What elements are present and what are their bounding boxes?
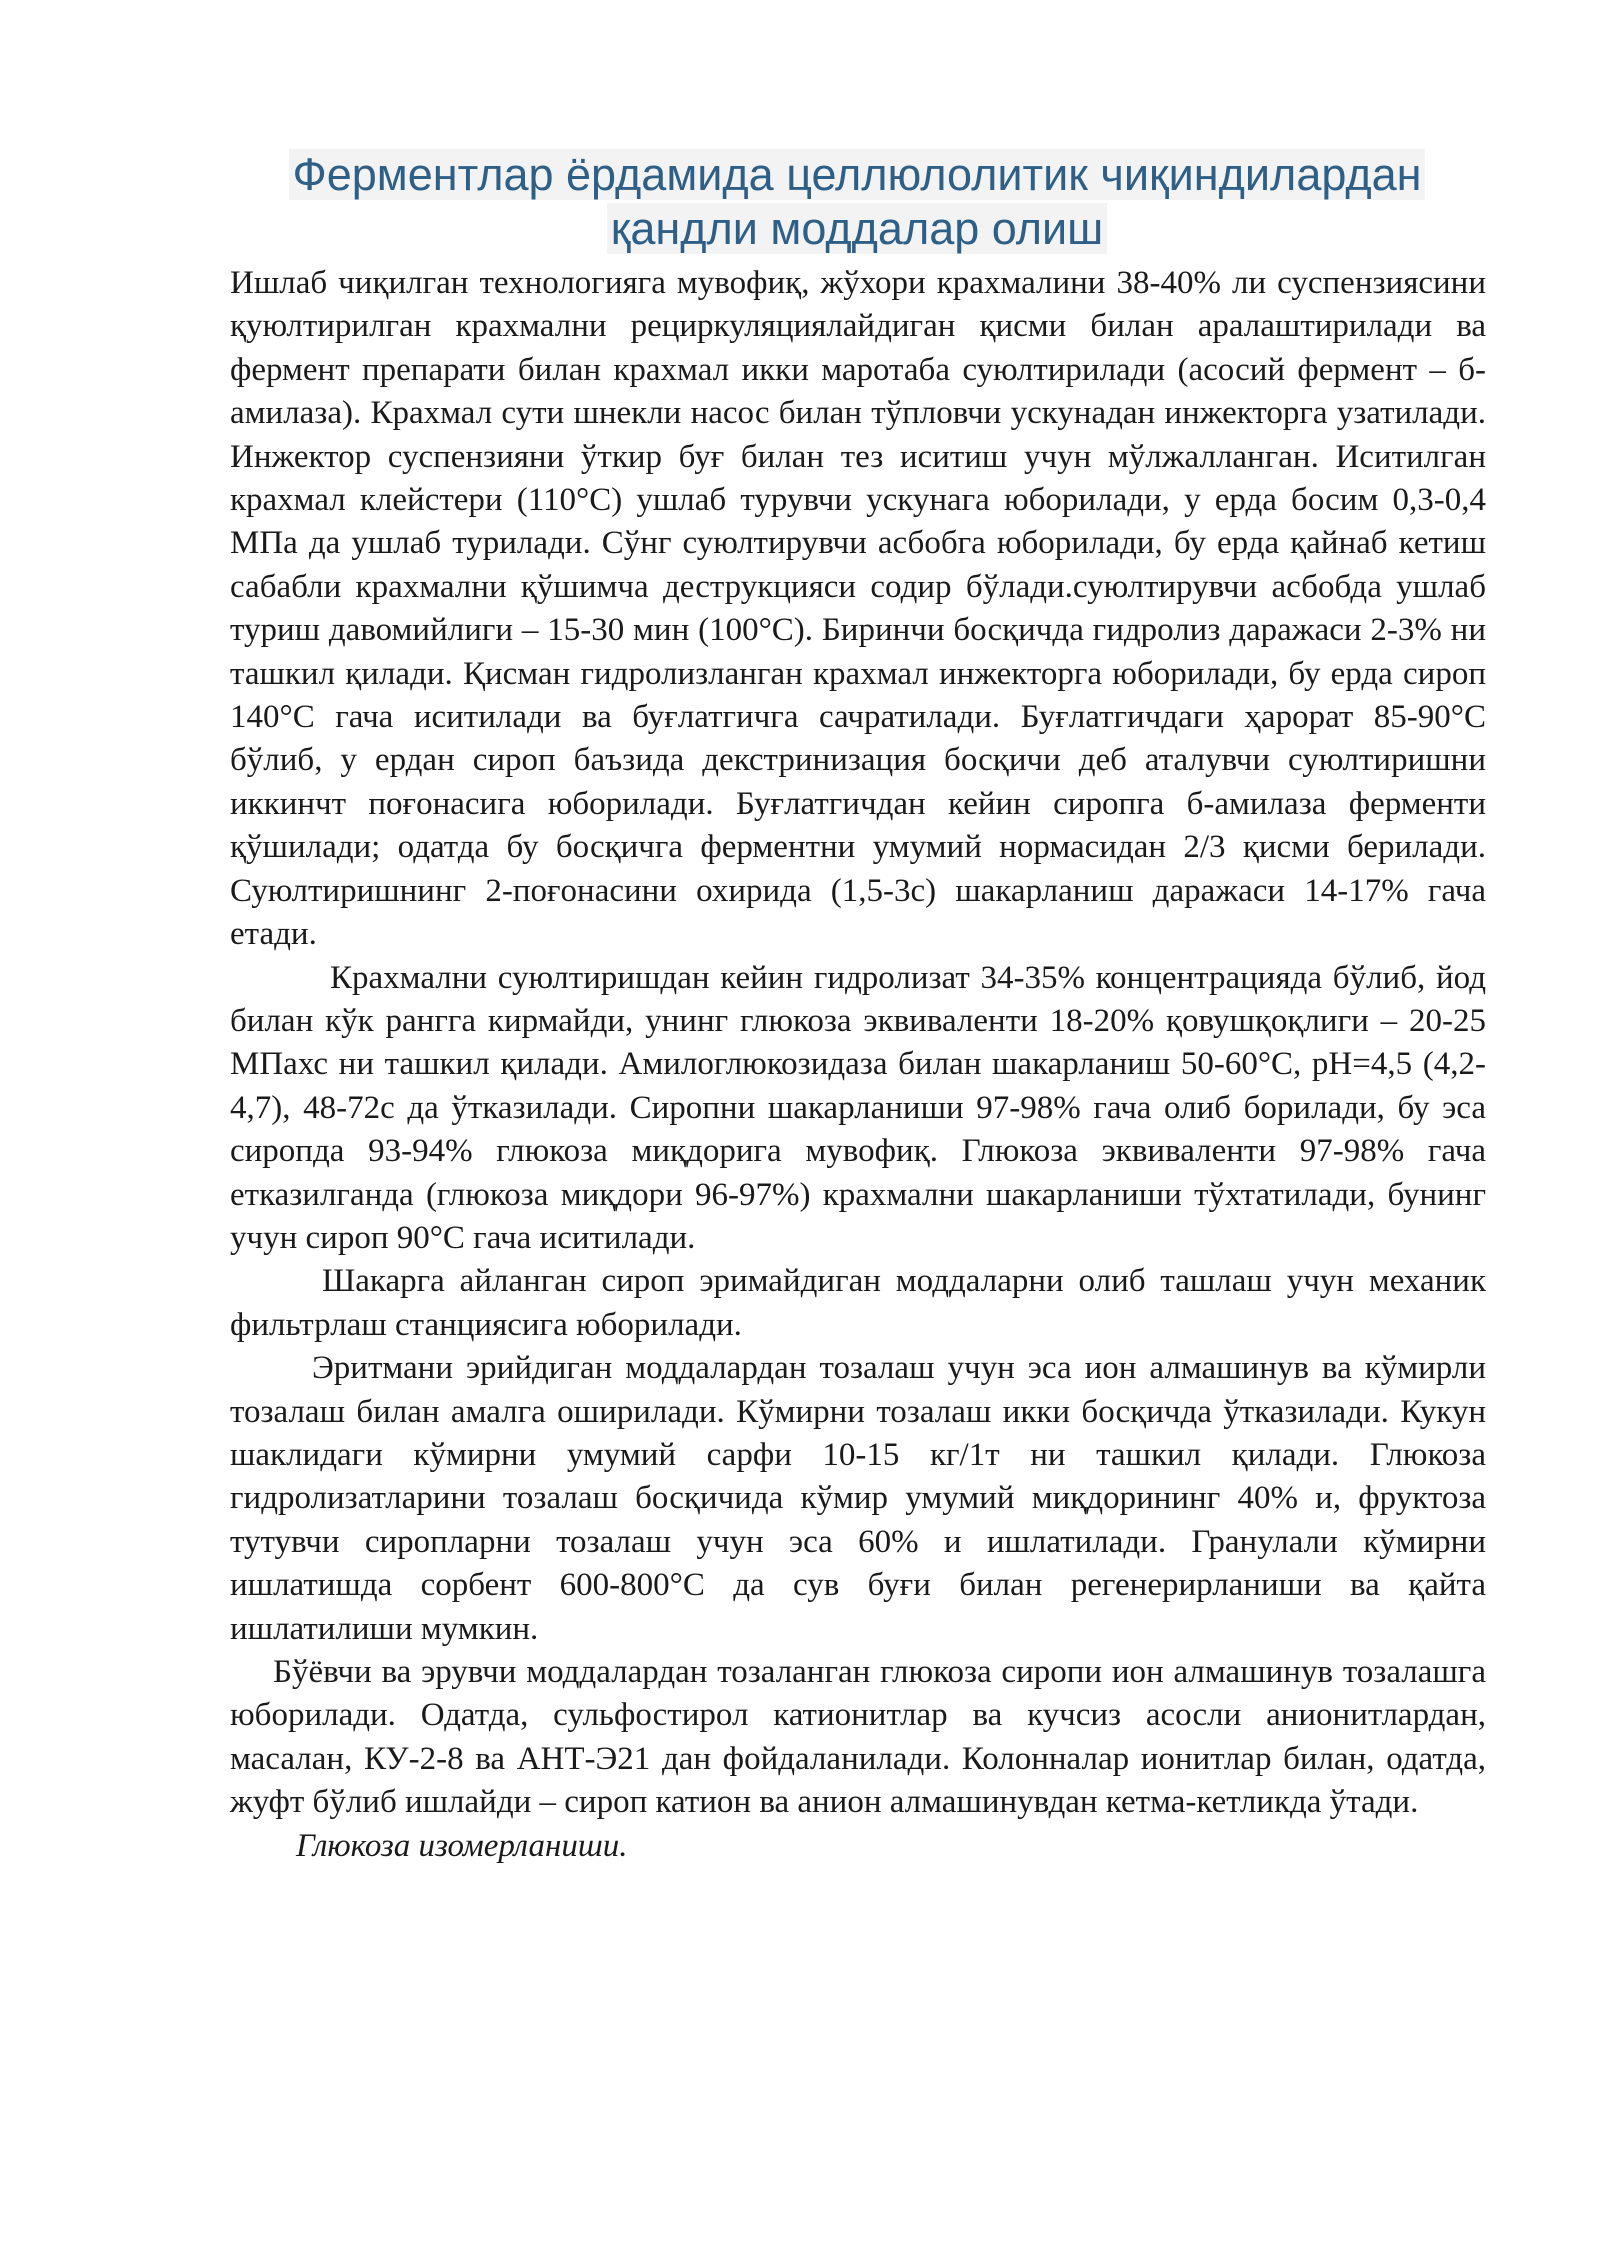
paragraph-5: Бўёвчи ва эрувчи моддалардан тозаланган глюкоза сиропи ион алмашинув тозалашга юборилади. Одатда, сульфостирол катионитлар ва кучсиз асосли анионитлардан, масалан, КУ-2-8 ва АНТ-Э21 дан фойдаланилади. Колонналар ионитлар билан, одатда, жуфт бўлиб ишлайди – сироп катион ва анион алмашинувдан кетма-кетликда ўтади. (230, 1654, 1486, 1821)
paragraph-3: Шакарга айланган сироп эримайдиган моддаларни олиб ташлаш учун механик фильтрлаш станциясига юборилади. (230, 1263, 1486, 1343)
section-subheading: Глюкоза изомерланиши. (296, 1827, 628, 1864)
document-title (232, 148, 1482, 256)
document-body (230, 262, 1486, 1868)
paragraph-4: Эритмани эрийдиган моддалардан тозалаш учун эса ион алмашинув ва кўмирли тозалаш билан амалга оширилади. Кўмирни тозалаш икки босқичда ўтказилади. Кукун шаклидаги кўмирни умумий сарфи 10-15 кг/1т ни ташкил қилади. Глюкоза гидролизатларини тозалаш босқичида кўмир умумий миқдорининг 40% и, фруктоза тутувчи сиропларни тозалаш учун эса 60% и ишлатилади. Гранулали кўмирни ишлатишда сорбент 600-800°С да сув буғи билан регенерирланиши ва қайта ишлатилиши мумкин. (230, 1350, 1486, 1647)
paragraph-2: Крахмални суюлтиришдан кейин гидролизат 34-35% концентрацияда бўлиб, йод билан кўк рангга кирмайди, унинг глюкоза эквиваленти 18-20% қовушқоқлиги – 20-25 МПахс ни ташкил қилади. Амилоглюкозидаза билан шакарланиш 50-60°С, рН=4,5 (4,2-4,7), 48-72с да ўтказилади. Сиропни шакарланиши 97-98% гача олиб борилади, бу эса сиропда 93-94% глюкоза миқдорига мувофиқ. Глюкоза эквиваленти 97-98% гача етказилганда (глюкоза миқдори 96-97%) крахмални шакарланиши тўхтатилади, бунинг учун сироп 90°С гача иситилади. (230, 959, 1486, 1256)
title-line-1: Ферментлар ёрдамида целлюлолитик чиқиндилардан (289, 149, 1426, 200)
paragraph-1: Ишлаб чиқилган технологияга мувофиқ, жўхори крахмалини 38-40% ли суспензиясини қуюлтирилган крахмални рециркуляциялайдиган қисми билан аралаштирилади ва фермент препарати билан крахмал икки маротаба суюлтирилади (асосий фермент – б-амилаза). Крахмал сути шнекли насос билан тўпловчи ускунадан инжекторга узатилади. Инжектор суспензияни ўткир буғ билан тез иситиш учун мўлжалланган. Иситилган крахмал клейстери (110°С) ушлаб турувчи ускунага юборилади, у ерда босим 0,3-0,4 МПа да ушлаб турилади. Сўнг суюлтирувчи асбобга юборилади, бу ерда қайнаб кетиш сабабли крахмални қўшимча деструкцияси содир бўлади.суюлтирувчи асбобда ушлаб туриш давомийлиги – 15-30 мин (100°С). Биринчи босқичда гидролиз даражаси 2-3% ни ташкил қилади. Қисман гидролизланган крахмал инжекторга юборилади, бу ерда сироп 140°С гача иситилади ва буғлатгичга сачратилади. Буғлатгичдаги ҳарорат 85-90°С бўлиб, у ердан сироп баъзида декстринизация босқичи деб аталувчи суюлтиришни иккинчт поғонасига юборилади. Буғлатгичдан кейин сиропга б-амилаза ферменти қўшилади; одатда бу босқичга ферментни умумий нормасидан 2/3 қисми берилади. Суюлтиришнинг 2-поғонасини охирида (1,5-3с) шакарланиш даражаси 14-17% гача етади. (230, 265, 1486, 953)
title-line-2: қандли моддалар олиш (607, 203, 1108, 254)
